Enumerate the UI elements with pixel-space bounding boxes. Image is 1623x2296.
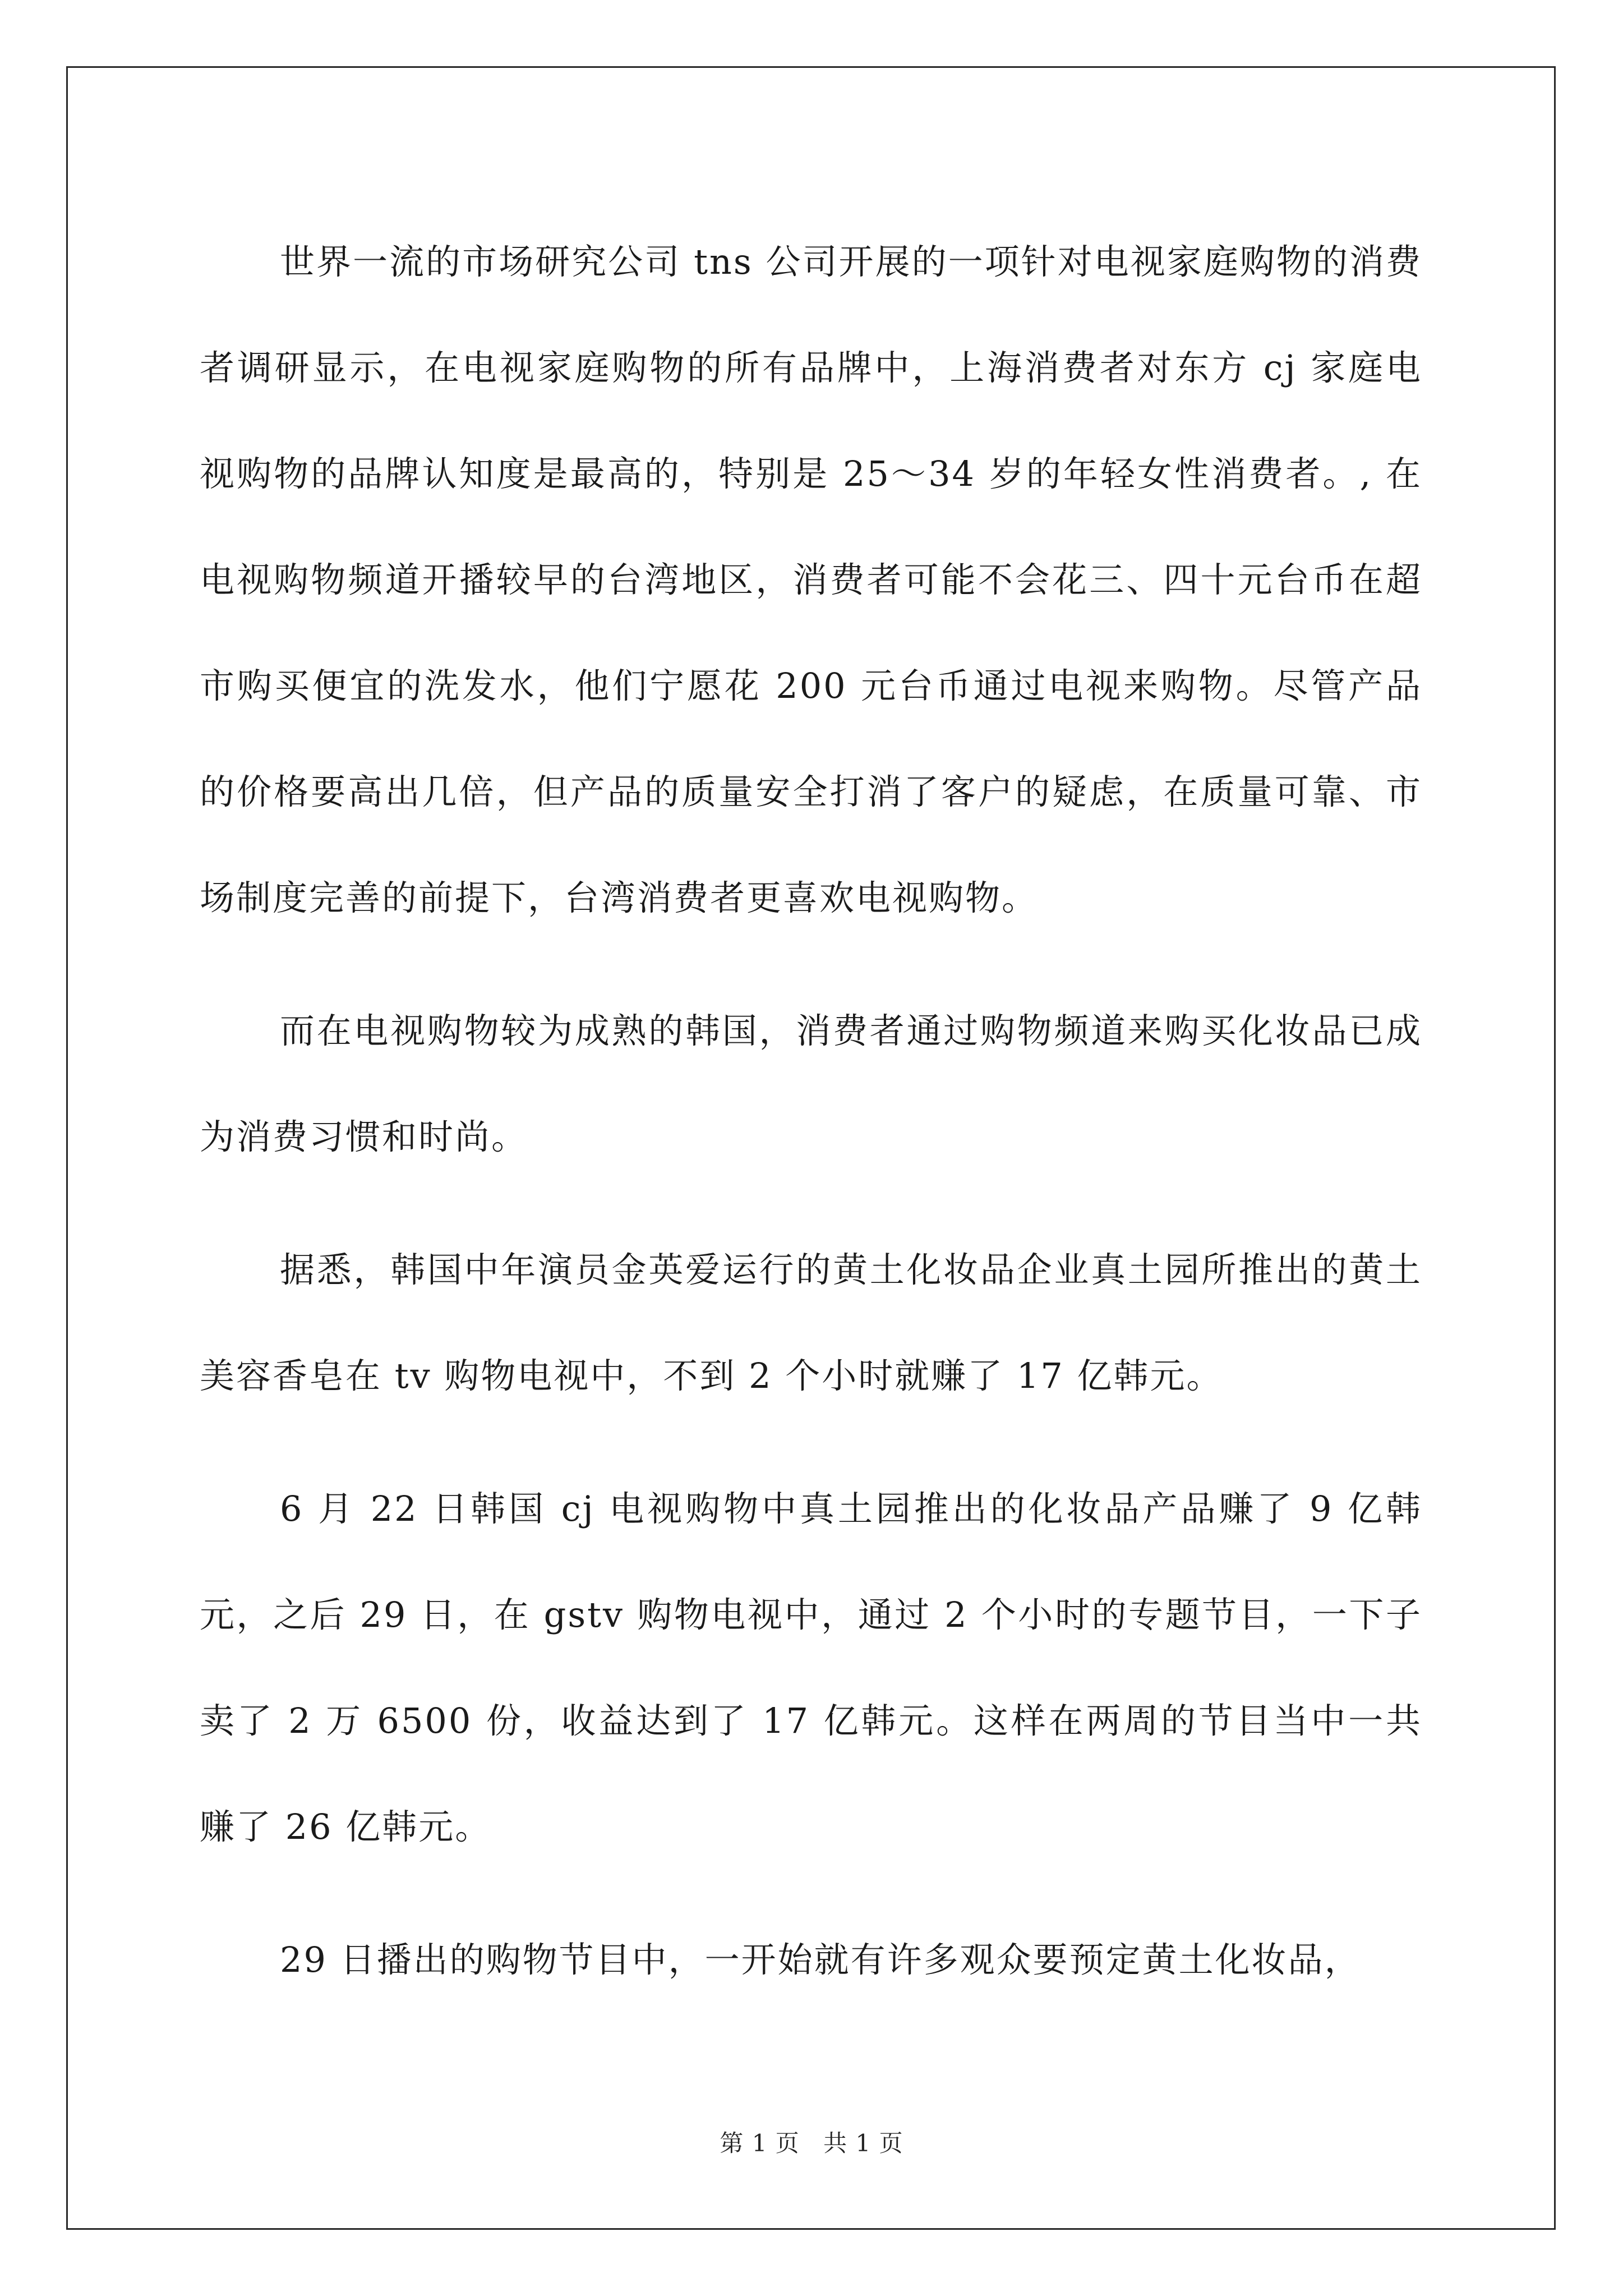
- page-footer: [0, 2125, 1623, 2159]
- paragraph: 6 月 22 日韩国 cj 电视购物中真土园推出的化妆品产品赚了 9 亿韩元，之后 29 日，在 gstv 购物电视中，通过 2 个小时的专题节目，一下子卖了 2 万 6500 份，收益达到了 17 亿韩元。这样在两周的节目当中一共赚了 26 亿韩元。: [200, 1488, 1422, 1847]
- page-number: 第 1 页: [720, 2129, 800, 2157]
- paragraph: 而在电视购物较为成熟的韩国，消费者通过购物频道来购买化妆品已成为消费习惯和时尚。: [200, 1010, 1422, 1157]
- page-total: 共 1 页: [823, 2129, 903, 2157]
- paragraph: 据悉，韩国中年演员金英爱运行的黄土化妆品企业真土园所推出的黄土美容香皂在 tv 购物电视中，不到 2 个小时就赚了 17 亿韩元。: [200, 1249, 1422, 1396]
- document-body: [200, 209, 1422, 2040]
- paragraph: 世界一流的市场研究公司 tns 公司开展的一项针对电视家庭购物的消费者调研显示，在电视家庭购物的所有品牌中，上海消费者对东方 cj 家庭电视购物的品牌认知度是最高的，特别是 25～34 岁的年轻女性消费者。, 在电视购物频道开播较早的台湾地区，消费者可能不会花三、四十元台币在超市购买便宜的洗发水，他们宁愿花 200 元台币通过电视来购物。尽管产品的价格要高出几倍，但产品的质量安全打消了客户的疑虑，在质量可靠、市场制度完善的前提下，台湾消费者更喜欢电视购物。: [200, 241, 1422, 918]
- paragraph: 29 日播出的购物节目中，一开始就有许多观众要预定黄土化妆品，: [280, 1939, 1361, 1980]
